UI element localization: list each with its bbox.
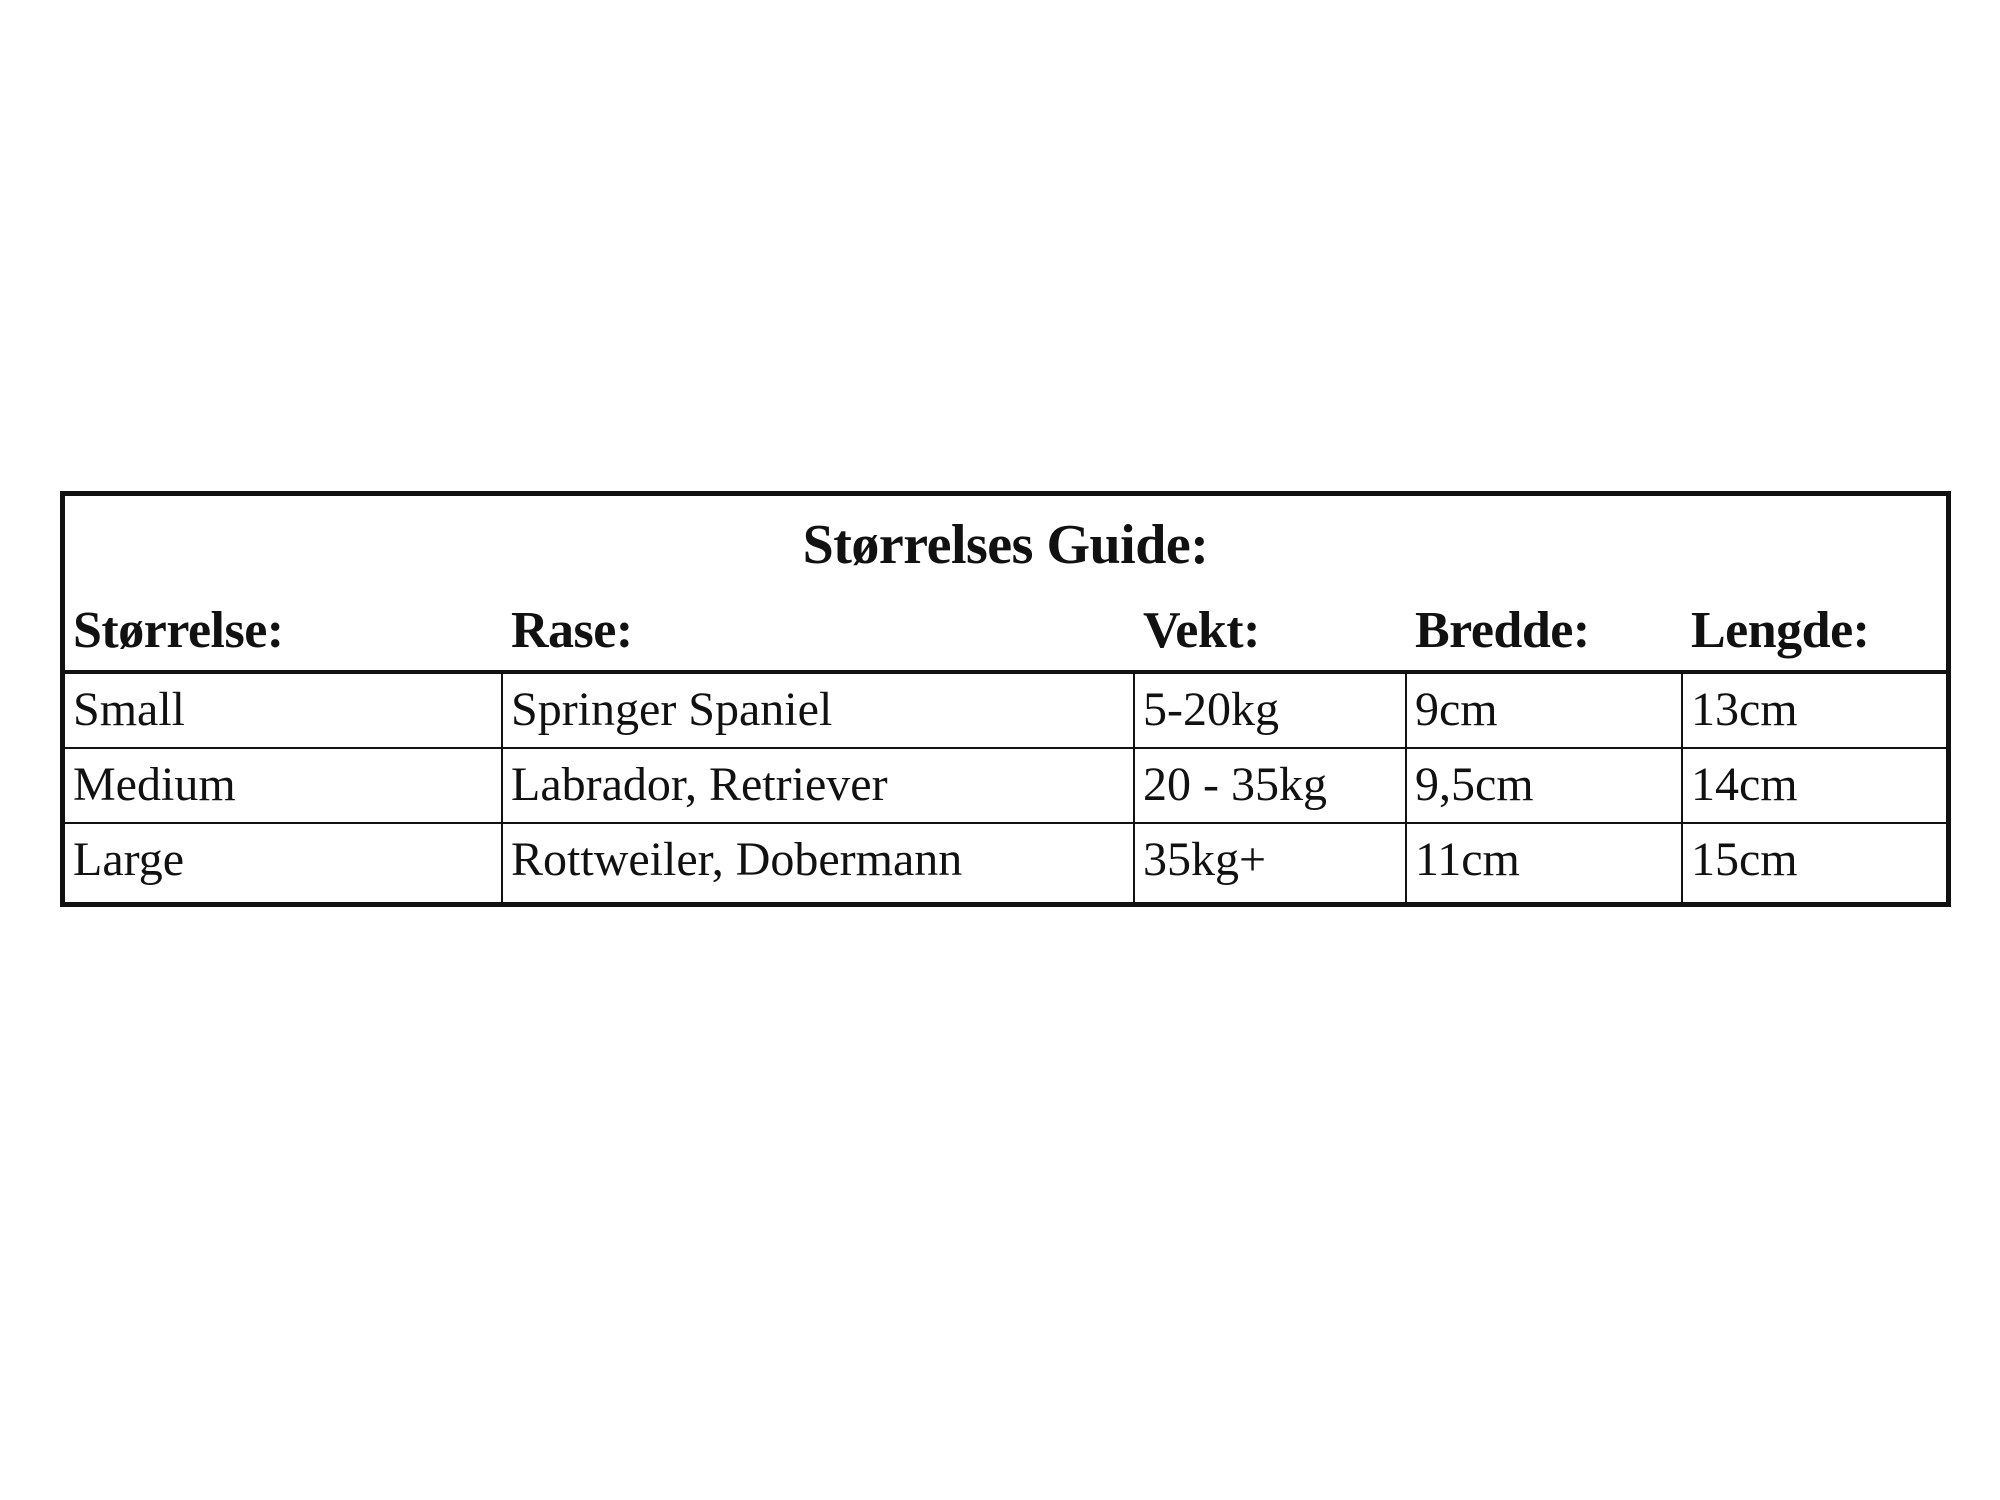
size-guide-table (60, 491, 1951, 907)
table-cell-length: 15cm (1681, 824, 1946, 902)
table-row-medium (65, 749, 1946, 824)
table-cell-width: 11cm (1405, 824, 1681, 902)
table-cell-breed: Labrador, Retriever (501, 749, 1133, 822)
table-cell-breed: Springer Spaniel (501, 674, 1133, 747)
table-header-row (65, 596, 1946, 674)
table-body (65, 674, 1946, 902)
column-header-weight: Vekt: (1143, 602, 1260, 659)
table-cell-weight: 5-20kg (1133, 674, 1405, 747)
table-cell-size: Large (73, 833, 185, 886)
table-cell-breed: Rottweiler, Dobermann (501, 824, 1133, 902)
table-cell-width: 9cm (1405, 674, 1681, 747)
table-cell-length: 14cm (1681, 749, 1946, 822)
table-title: Størrelses Guide: (802, 514, 1209, 576)
column-header-length: Lengde: (1691, 602, 1870, 659)
table-row-large (65, 824, 1946, 902)
column-header-breed: Rase: (511, 602, 633, 659)
table-cell-length: 13cm (1681, 674, 1946, 747)
table-row-small (65, 674, 1946, 749)
table-cell-size: Small (73, 683, 186, 736)
table-cell-weight: 20 - 35kg (1133, 749, 1405, 822)
table-cell-weight: 35kg+ (1133, 824, 1405, 902)
column-header-width: Bredde: (1415, 602, 1590, 659)
column-header-size: Størrelse: (73, 602, 284, 659)
table-cell-width: 9,5cm (1405, 749, 1681, 822)
table-cell-size: Medium (73, 758, 236, 811)
